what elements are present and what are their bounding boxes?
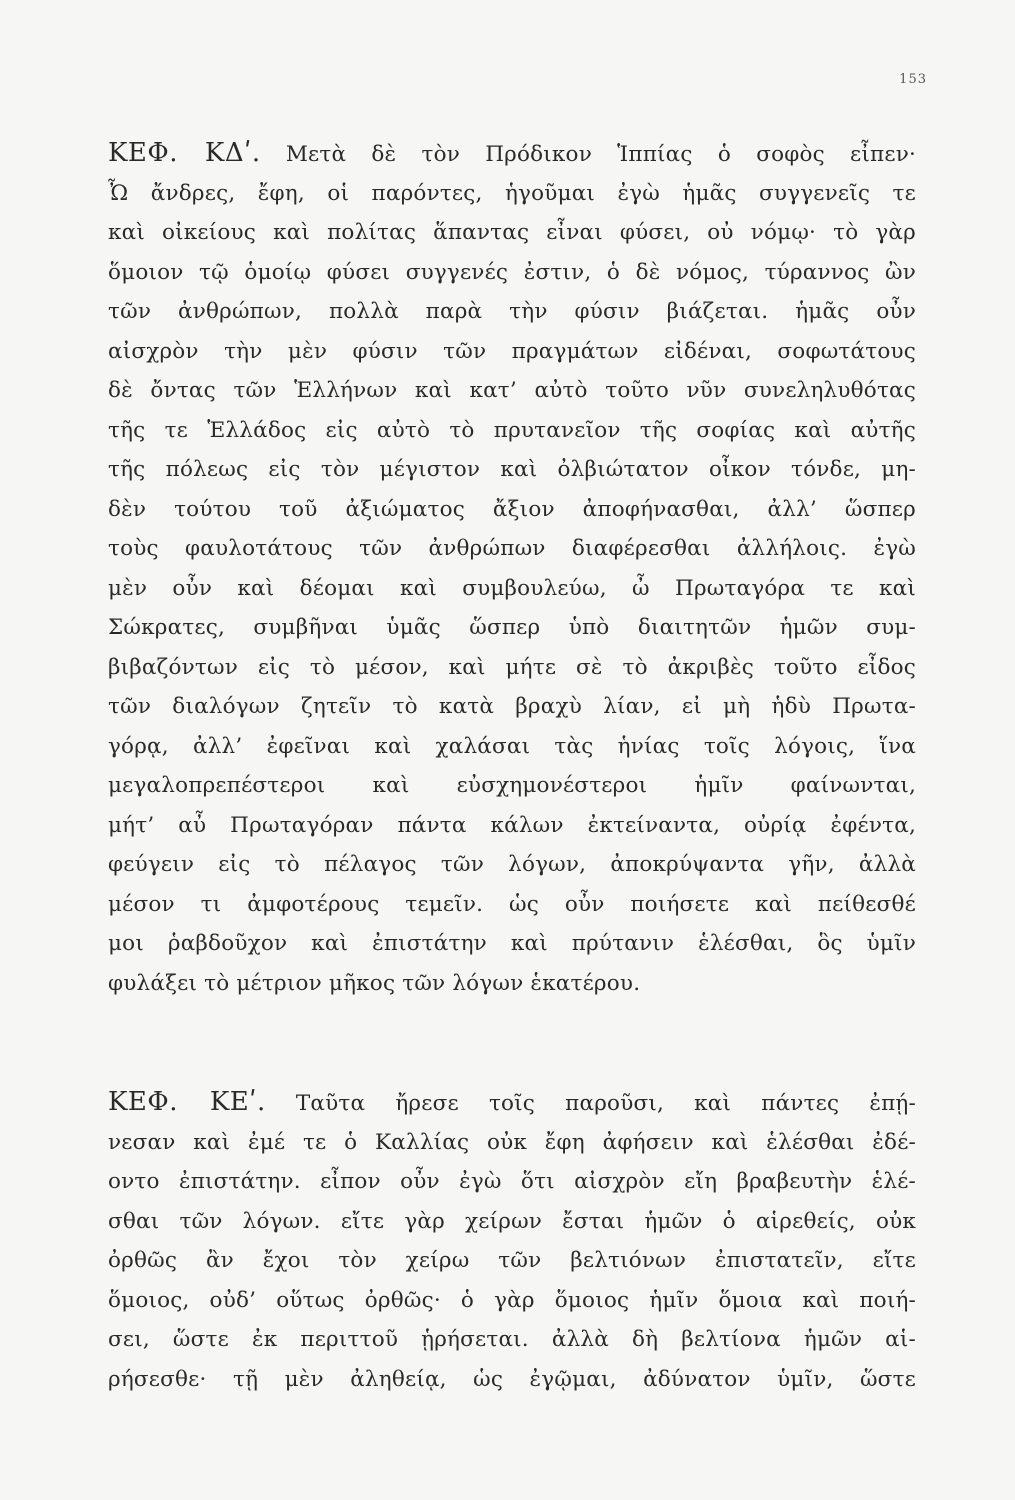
text-line: τοὺς φαυλοτάτους τῶν ἀνθρώπων διαφέρεσθαι ἀλλήλοις. ἐγὼ <box>108 536 916 561</box>
text-line: ὅμοιος, οὐδ’ οὕτως ὀρθῶς· ὁ γὰρ ὅμοιος ἡμῖν ὅμοια καὶ ποιή- <box>108 1287 916 1313</box>
chapter-kd <box>108 134 916 1003</box>
text-line: οντο ἐπιστάτην. εἶπον οὖν ἐγὼ ὅτι αἰσχρὸν εἴη βραβευτὴν ἑλέ- <box>108 1169 916 1194</box>
text-line <box>108 1083 916 1123</box>
text-line: Ὦ ἄνδρες, ἔφη, οἱ παρόντες, ἡγοῦμαι ἐγὼ ἡμᾶς συγγενεῖς τε <box>108 180 916 206</box>
text-line: σει, ὥστε ἐκ περιττοῦ ᾑρήσεται. ἀλλὰ δὴ βελτίονα ἡμῶν αἱ- <box>108 1327 916 1352</box>
text-line <box>108 134 916 174</box>
text-line: νεσαν καὶ ἐμέ τε ὁ Καλλίας οὐκ ἔφη ἀφήσειν καὶ ἑλέσθαι ἐδέ- <box>108 1129 916 1155</box>
chapter-heading: ΚΕΦ. ΚΔʹ. <box>108 138 261 168</box>
text-line: ρήσεσθε· τῇ μὲν ἀληθείᾳ, ὡς ἐγῷμαι, ἀδύνατον ὑμῖν, ὥστε <box>108 1366 916 1392</box>
text-line: τῶν ἀνθρώπων, πολλὰ παρὰ τὴν φύσιν βιάζεται. ἡμᾶς οὖν <box>108 299 916 324</box>
line-text: Ταῦτα ἤρεσε τοῖς παροῦσι, καὶ πάντες ἐπῄ- <box>295 1091 916 1116</box>
page-number: 153 <box>899 72 927 87</box>
text-line: μεγαλοπρεπέστεροι καὶ εὐσχημονέστεροι ἡμῖν φαίνωνται, <box>108 773 916 798</box>
text-line: τῆς πόλεως εἰς τὸν μέγιστον καὶ ὀλβιώτατον οἶκον τόνδε, μη- <box>108 457 916 482</box>
text-line: γόρᾳ, ἀλλ’ ἐφεῖναι καὶ χαλάσαι τὰς ἡνίας τοῖς λόγοις, ἵνα <box>108 733 916 759</box>
text-line: καὶ οἰκείους καὶ πολίτας ἅπαντας εἶναι φύσει, οὐ νόμῳ· τὸ γὰρ <box>108 220 916 245</box>
text-line: τῶν διαλόγων ζητεῖν τὸ κατὰ βραχὺ λίαν, εἰ μὴ ἡδὺ Πρωτα- <box>108 694 916 719</box>
text-line: φεύγειν εἰς τὸ πέλαγος τῶν λόγων, ἀποκρύψαντα γῆν, ἀλλὰ <box>108 852 916 877</box>
chapter-ke <box>108 1083 916 1399</box>
chapter-heading: ΚΕΦ. ΚΕʹ. <box>108 1087 266 1117</box>
text-line: ὅμοιον τῷ ὁμοίῳ φύσει συγγενές ἐστιν, ὁ δὲ νόμος, τύραννος ὢν <box>108 259 916 285</box>
text-line: Σώκρατες, συμβῆναι ὑμᾶς ὥσπερ ὑπὸ διαιτητῶν ἡμῶν συμ- <box>108 615 916 640</box>
text-line: μοι ῥαβδοῦχον καὶ ἐπιστάτην καὶ πρύτανιν ἑλέσθαι, ὃς ὑμῖν <box>108 931 916 956</box>
text-line: δὲ ὄντας τῶν Ἑλλήνων καὶ κατ’ αὐτὸ τοῦτο νῦν συνεληλυθότας <box>108 378 916 403</box>
text-line: αἰσχρὸν τὴν μὲν φύσιν τῶν πραγμάτων εἰδέναι, σοφωτάτους <box>108 338 916 364</box>
text-line: δὲν τούτου τοῦ ἀξιώματος ἄξιον ἀποφήνασθαι, ἀλλ’ ὥσπερ <box>108 496 916 522</box>
text-line: σθαι τῶν λόγων. εἴτε γὰρ χείρων ἔσται ἡμῶν ὁ αἱρεθείς, οὐκ <box>108 1208 916 1234</box>
text-line: φυλάξει τὸ μέτριον μῆκος τῶν λόγων ἑκατέρου. <box>108 970 641 996</box>
text-line: μήτ’ αὖ Πρωταγόραν πάντα κάλων ἐκτείναντα, οὐρίᾳ ἐφέντα, <box>108 812 916 838</box>
text-line: βιβαζόντων εἰς τὸ μέσον, καὶ μήτε σὲ τὸ ἀκριβὲς τοῦτο εἶδος <box>108 654 916 680</box>
text-line: ὀρθῶς ἂν ἔχοι τὸν χείρω τῶν βελτιόνων ἐπιστατεῖν, εἴτε <box>108 1248 916 1273</box>
line-text: Μετὰ δὲ τὸν Πρόδικον Ἱππίας ὁ σοφὸς εἶπεν· <box>285 142 916 167</box>
text-line: μέσον τι ἀμφοτέρους τεμεῖν. ὡς οὖν ποιήσετε καὶ πείθεσθέ <box>108 891 916 917</box>
text-line: μὲν οὖν καὶ δέομαι καὶ συμβουλεύω, ὦ Πρωταγόρα τε καὶ <box>108 575 916 601</box>
text-line: τῆς τε Ἑλλάδος εἰς αὐτὸ τὸ πρυτανεῖον τῆς σοφίας καὶ αὐτῆς <box>108 417 916 443</box>
